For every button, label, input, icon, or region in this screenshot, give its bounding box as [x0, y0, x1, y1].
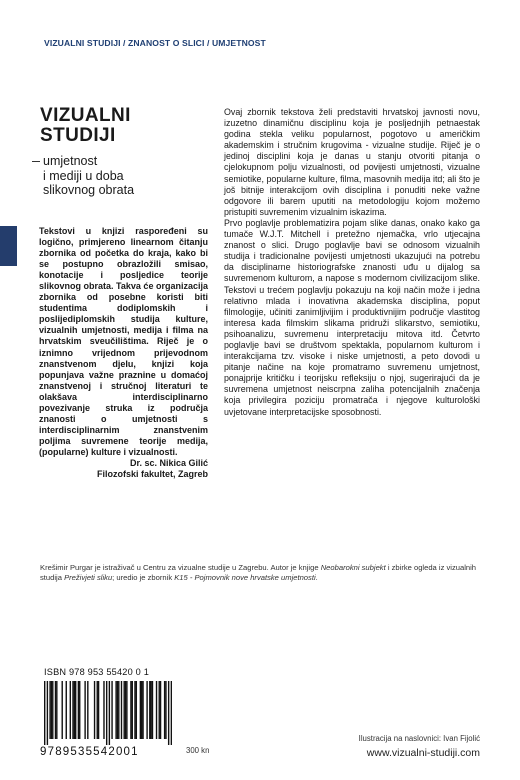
- barcode-bar: [118, 681, 119, 739]
- barcode-bar: [130, 681, 131, 739]
- title-line-1: VIZUALNI: [40, 105, 131, 126]
- barcode-bar: [136, 681, 137, 739]
- barcode-bar: [72, 681, 73, 739]
- accent-bar: [0, 226, 17, 266]
- intro-paragraph-1: Ovaj zbornik tekstova želi predstaviti hrvatskoj javnosti novu, izuzetno dinamičnu disciplinu koja je posljednjih petnaestak godina stekla veliku popularnost, pogotovo u američkim akademskim i stručnim krugovima - vizualne studije. Riječ je o jedinoj disciplini koja je danas u stanju otvoriti pitanja o cjelokupnom polju vizualnosti, od povijesti umjetnosti, vizualne semiotike, popularne kulture, filma, masovnih medija itd; ali što je još bitnije interakcijom ovih disciplina i ponuditi neke važne odgovore ili barem uputiti na metodologiju kojom možemo pristupiti suvremenim vizualnim iskazima.: [224, 107, 480, 217]
- barcode-bar: [52, 681, 53, 739]
- barcode-bar: [49, 681, 50, 739]
- barcode-bar: [165, 681, 166, 739]
- barcode-bar: [66, 681, 67, 739]
- barcode-bar: [164, 681, 165, 739]
- barcode-bar: [70, 681, 71, 739]
- barcode-bar: [156, 681, 157, 739]
- barcode-bar: [111, 681, 112, 739]
- subtitle-dash: [32, 161, 40, 162]
- barcode-bar: [47, 681, 48, 745]
- review-text: Tekstovi u knjizi raspoređeni su logično, primjereno linearnom čitanju zbornika od početka do kraja, kako bi se postupno obrazložili smisao, konotacije i posljedice teorije slikovnog obrata. Takva će organizacija zbornika od posebne koristi biti studentima dodiplomskih i poslijediplomskih studija kulture, vizualnih umjetnosti, medija i filma na hrvatskim sveučilištima. Riječ je o iznimno vrijednom prijevodnom znanstvenom djelu, knjizi koja popunjava važne praznine u domaćoj znanstvenoj i stručnoj literaturi te olakšava interdisciplinarno povezivanje struka iz područja znanosti o umjetnosti s interdisciplinarnim znanstvenim poljima suvremene teorije medija, (popularne) kulture i vizualnosti.: [39, 226, 208, 457]
- barcode-bar: [75, 681, 76, 739]
- barcode-bar: [150, 681, 151, 739]
- barcode-bar: [141, 681, 142, 739]
- barcode-bar: [78, 681, 79, 739]
- barcode-bar: [103, 681, 104, 739]
- barcode-bar: [132, 681, 133, 739]
- barcode-bar: [142, 681, 143, 739]
- barcode-bar: [87, 681, 88, 739]
- barcode-bar: [51, 681, 52, 739]
- barcode-bar: [44, 681, 45, 745]
- barcode-bar: [62, 681, 63, 739]
- author-book-1: Neobarokni subjekt: [320, 563, 386, 572]
- barcode-bar: [123, 681, 124, 739]
- barcode-bar: [125, 681, 126, 739]
- subtitle-line-2: i mediji u doba: [43, 168, 124, 183]
- book-subtitle: [43, 154, 213, 198]
- title-line-2: STUDIJI: [40, 125, 116, 146]
- barcode-bar: [109, 681, 110, 745]
- subtitle-line-1: umjetnost: [43, 154, 98, 168]
- review-block: [39, 226, 208, 480]
- barcode-bar: [55, 681, 56, 739]
- series-line: VIZUALNI STUDIJI / ZNANOST O SLICI / UMJETNOST: [44, 38, 266, 48]
- barcode-bar: [79, 681, 80, 739]
- author-note-part-3: ; uredio je zbornik: [112, 573, 175, 583]
- barcode-bar: [74, 681, 75, 739]
- barcode-bar: [115, 681, 116, 739]
- barcode-bar: [98, 681, 99, 739]
- barcode-bar: [152, 681, 153, 739]
- barcode-bar: [84, 681, 85, 739]
- review-signature-affiliation: Filozofski fakultet, Zagreb: [96, 469, 208, 480]
- barcode-bar: [126, 681, 127, 739]
- website-link[interactable]: www.vizualni-studiji.com: [366, 747, 480, 759]
- barcode-bar: [159, 681, 160, 739]
- barcode-digits: 9789535542001: [40, 746, 139, 758]
- barcode-bar: [168, 681, 169, 745]
- barcode-bar: [149, 681, 150, 739]
- barcode: [44, 681, 172, 745]
- intro-text: [224, 107, 480, 418]
- author-note-part-4: .: [315, 573, 318, 583]
- isbn-label: ISBN 978 953 55420 0 1: [44, 667, 150, 677]
- author-book-2: Preživjeti sliku: [64, 573, 113, 583]
- barcode-bar: [56, 681, 57, 739]
- author-note: [40, 563, 480, 584]
- barcode-bar: [94, 681, 95, 739]
- intro-paragraph-2: Prvo poglavlje problematizira pojam slike danas, onako kako ga tumače W.J.T. Mitchell i pretežno njemačka, vrlo utjecajna znanost o slici. Drugo poglavlje bavi se odnosom vizualnih studija i tradicionalne povijesti umjetnosti ukazujući na potrebu da disciplinarne historiografske znanosti uđu u dijalog sa suvremenom kulturom, a napose s modernom civilizacijom slike. Tekstovi u trećem poglavlju pokazuju na koji način može i jedna relativno mlada i inovativna akademska disciplina, poput filmologije, učiniti zanimljivijim i produktivnijim područje vlastitog interesa kada filmskim slikama pridruži slikarstvo, semiotiku, psihoanalizu, suvremenu interpretaciju mitova itd. Četvrto poglavlje bavi se društvom spektakla, popularnom kulturom i interakcijama tzv. visoke i niske umjetnosti, a peto dovodi u pitanje načine na koje promatramo suvremenu umjetnost, ponajprije kritičku i teorijsku refleksiju o njoj, sugerirajući da je suvremena umjetnost neiscrpna zaliha potencijalnih značenja koja privilegira poziciju promatrača i njegove kulturološki uvjetovane interpretacijske sposobnosti.: [224, 217, 480, 417]
- barcode-bar: [146, 681, 147, 739]
- barcode-bar: [140, 681, 141, 739]
- barcode-bar: [121, 681, 122, 739]
- price: 300 kn: [186, 746, 210, 755]
- barcode-bar: [97, 681, 98, 739]
- barcode-bar: [117, 681, 118, 739]
- book-title: [40, 106, 210, 146]
- author-book-3: K15 - Pojmovnik nove hrvatske umjetnosti: [174, 573, 316, 583]
- barcode-bar: [134, 681, 135, 739]
- review-signature-name: Dr. sc. Nikica Gilić: [129, 457, 208, 468]
- barcode-bar: [160, 681, 161, 739]
- author-note-part-1: Krešimir Purgar je istraživač u Centru za vizualne studije u Zagrebu. Autor je knjige: [40, 563, 321, 572]
- illustration-credit: Ilustracija na naslovnici: Ivan Fijolić: [358, 734, 480, 743]
- subtitle-line-3: slikovnog obrata: [43, 183, 135, 198]
- barcode-bar: [106, 681, 107, 745]
- author-note-part-2: i zbirke ogleda iz vizualnih studija: [40, 563, 477, 583]
- barcode-bar: [171, 681, 172, 745]
